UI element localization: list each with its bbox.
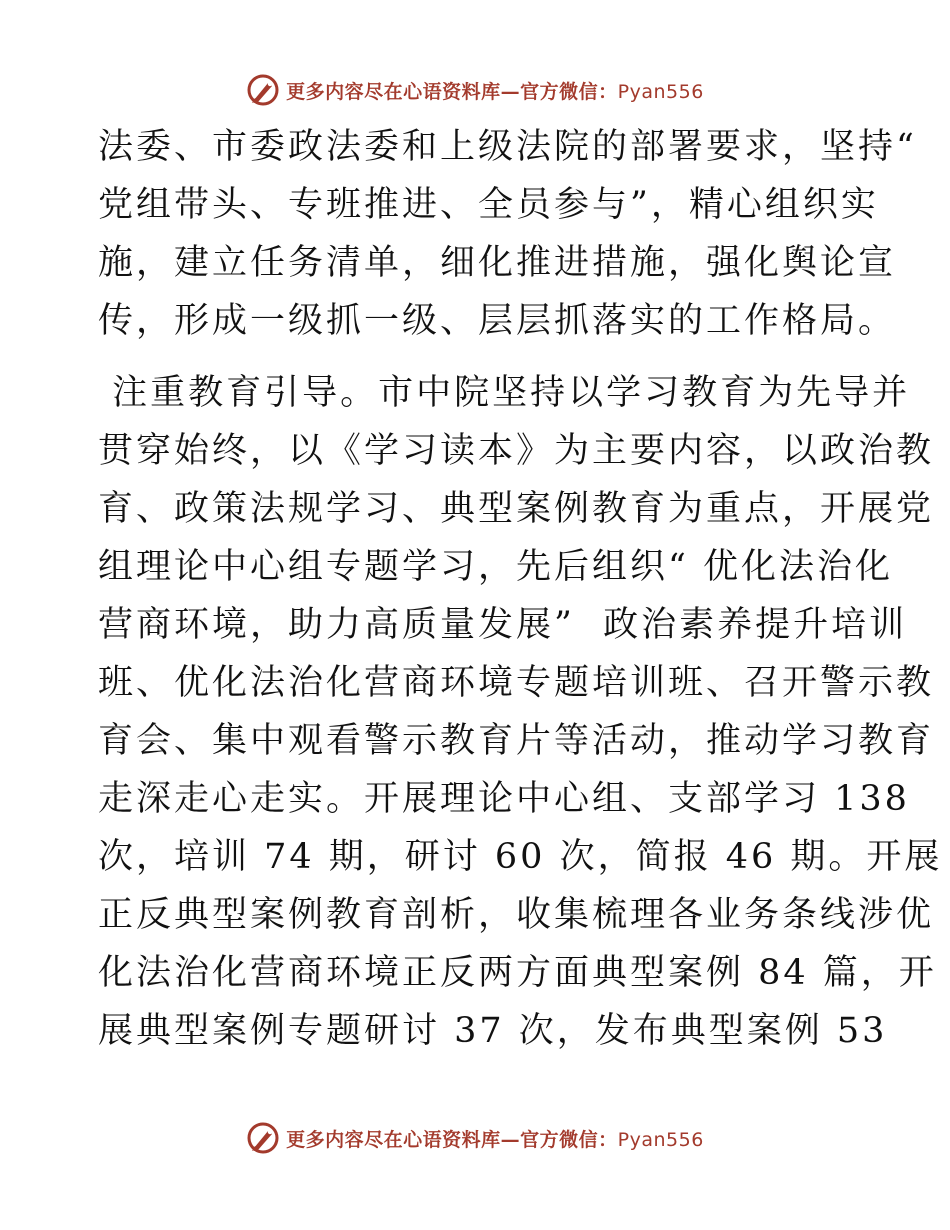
paragraph-1 [98, 118, 917, 350]
text-line: 化法治化营商环境正反两方面典型案例 84 篇，开 [98, 953, 937, 993]
watermark-text: 更多内容尽在心语资料库—官方微信：Pyan556 [286, 1128, 704, 1151]
text-line: 走深走心走实。开展理论中心组、支部学习 138 [98, 779, 910, 819]
text-line: 营商环境，助力高质量发展” 政治素养提升培训 [98, 605, 908, 645]
watermark-text: 更多内容尽在心语资料库—官方微信：Pyan556 [286, 80, 704, 103]
text-line: 党组带头、专班推进、全员参与”，精心组织实 [98, 185, 879, 225]
paragraph-2 [98, 364, 943, 1060]
text-line: 组理论中心组专题学习，先后组织“ 优化法治化 [98, 547, 894, 587]
text-line: 班、优化法治化营商环境专题培训班、召开警示教 [98, 663, 935, 703]
paragraph-spacer [98, 350, 858, 364]
text-line: 贯穿始终，以《学习读本》为主要内容，以政治教 [98, 431, 935, 471]
pen-circle-logo-icon [246, 1121, 280, 1155]
text-line: 法委、市委政法委和上级法院的部署要求，坚持“ [98, 127, 917, 167]
footer-watermark [0, 1118, 950, 1158]
text-line: 展典型案例专题研讨 37 次，发布典型案例 53 [98, 1011, 888, 1051]
text-line: 育、政策法规学习、典型案例教育为重点，开展党 [98, 489, 935, 529]
text-line: 育会、集中观看警示教育片等活动，推动学习教育 [98, 721, 935, 761]
document-body [98, 118, 943, 1060]
header-watermark [0, 70, 950, 110]
text-line: 施，建立任务清单，细化推进措施，强化舆论宣 [98, 243, 897, 283]
text-line: 次，培训 74 期，研讨 60 次，简报 46 期。开展 [98, 837, 943, 877]
text-line: 正反典型案例教育剖析，收集梳理各业务条线涉优 [98, 895, 935, 935]
pen-circle-logo-icon [246, 73, 280, 107]
text-line: 传，形成一级抓一级、层层抓落实的工作格局。 [98, 301, 897, 341]
text-line: 注重教育引导。市中院坚持以学习教育为先导并 [98, 373, 911, 413]
